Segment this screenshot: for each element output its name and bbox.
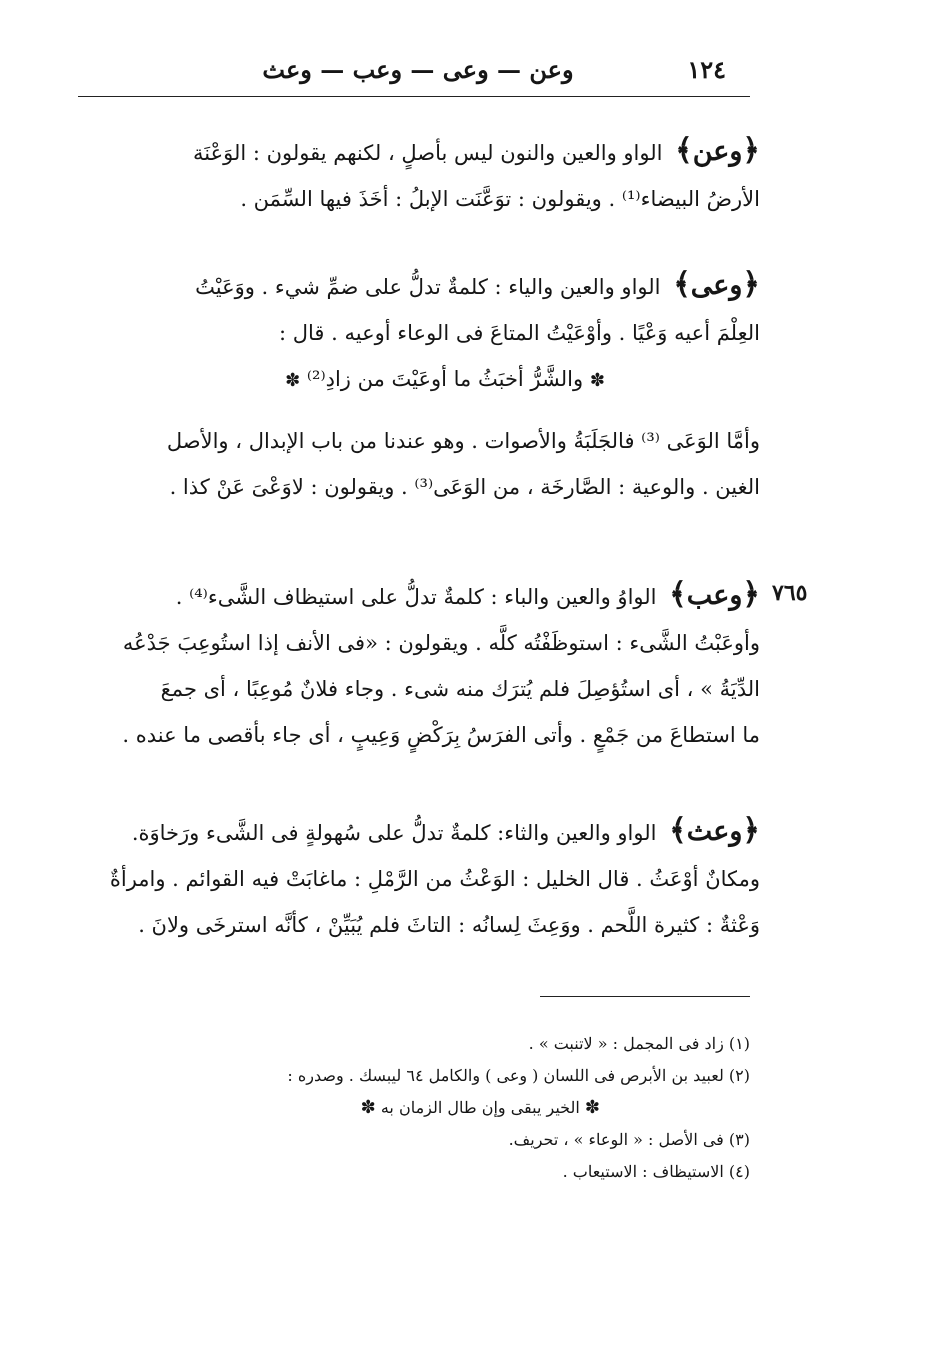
entry-line: الدِّيَةُ » ، أى استُؤصِلَ فلم يُترَك منه شىء . وجاء فلانٌ مُوعِبًا ، أى جمعَ <box>160 677 760 701</box>
entry-line: ﴿وعى﴾ الواو والعين والياء : كلمةٌ تدلُّ على ضمِّ شيء . ووَعَيْتُ <box>195 267 760 302</box>
footnote-rule <box>540 996 750 997</box>
entry-line: العِلْمَ أعيه وَعْيًا . وأوْعَيْتُ المتاعَ فى الوعاء أوعيه . قال : <box>279 321 760 345</box>
page-number: ١٢٤ <box>687 54 726 84</box>
entry-waa <box>70 262 760 510</box>
entry-waan <box>70 128 760 222</box>
entry-line: الأرضُ البيضاء⁽¹⁾ . ويقولون : توَعَّنَت الإبلُ : أخَذَ فيها السِّمَن . <box>240 187 760 211</box>
entry-line: ما استطاعَ من جَمْعٍ . وأتى الفرَسُ بِرَكْضٍ وَعِيبٍ ، أى جاء بأقصى ما عنده . <box>122 723 760 747</box>
entry-line: وأوعَبْتُ الشَّىء : استوظَفْتُه كلَّه . ويقولون : «فى الأنف إذا استُوعِبَ جَدْعُه <box>122 631 760 655</box>
entry-waath <box>70 808 760 948</box>
footnotes <box>200 1028 750 1188</box>
entry-line: وأمَّا الوَعَى ⁽³⁾ فالجَلَبَةُ والأصوات . وهو عندنا من باب الإبدال ، والأصل <box>166 429 760 453</box>
footnote-verse: ✽ الخير يبقى وإن طال الزمان به ✽ <box>360 1097 600 1118</box>
entry-line: ﴿وعب﴾ الواوُ والعين والباء : كلمةٌ تدلُّ على استيظاف الشَّىء⁽⁴⁾ . <box>175 577 760 612</box>
entry-waab <box>70 572 760 758</box>
margin-number: ٧٦٥ <box>772 580 808 606</box>
running-head <box>80 52 740 86</box>
header-rule <box>78 96 750 97</box>
footnote: (٤) الاستيظاف : الاستيعاب . <box>562 1162 750 1181</box>
entry-line: ﴿وعث﴾ الواو والعين والثاء: كلمةٌ تدلُّ على سُهولةٍ فى الشَّىء ورَخاوَة. <box>131 813 760 848</box>
footnote: (٢) لعبيد بن الأبرص فى اللسان ( وعى ) والكامل ٦٤ ليبسك . وصدره : <box>287 1066 750 1085</box>
entry-line: ومكانٌ أوْعَثُ . قال الخليل : الوَعْثُ من الرَّمْلِ : ماغابَتْ فيه القوائم . وامرأةٌ <box>109 867 760 891</box>
running-title: وعن — وعى — وعب — وعث <box>262 54 574 84</box>
headword: ﴿وعى﴾ <box>673 267 760 302</box>
entry-line: الغين . والوعية : الصَّارخَة ، من الوَعَى⁽³⁾ . ويقولون : لاوَعْىَ عَنْ كذا . <box>169 475 760 499</box>
headword: ﴿وعب﴾ <box>669 577 760 612</box>
entry-line: وَعْثةٌ : كثيرة اللَّحم . ووَعِثَ لِسانُه : التاثَ فلم يُبَيِّنْ ، كأنَّه استرخَى ولانَ . <box>138 913 760 937</box>
verse-line: ✽ والشَّرُّ أخبَثُ ما أوعَيْتَ من زادِ⁽²⁾ ✽ <box>285 367 605 391</box>
footnote: (٣) فى الأصل : « الوعاء » ، تحريف. <box>508 1130 750 1149</box>
entry-line: ﴿وعن﴾ الواو والعين والنون ليس بأصلٍ ، لكنهم يقولون : الوَعْنَة <box>192 133 760 168</box>
headword: ﴿وعن﴾ <box>675 133 760 168</box>
footnote: (١) زاد فى المجمل : « لاتنبت » . <box>528 1034 750 1053</box>
headword: ﴿وعث﴾ <box>669 813 760 848</box>
